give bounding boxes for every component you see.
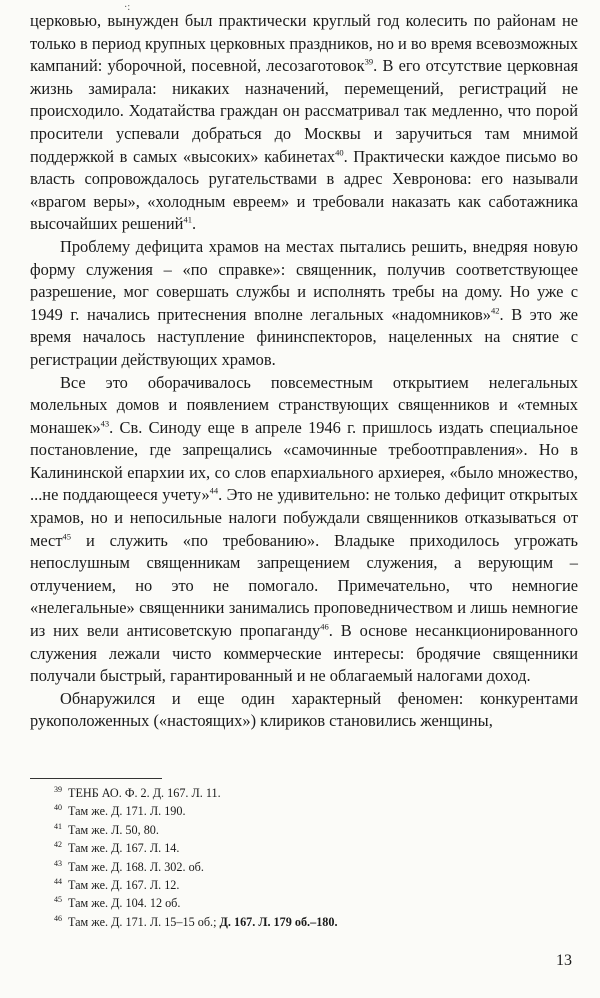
footnote-bold: Д. 167. Л. 179 об.–180.	[219, 914, 338, 929]
footnote-plain: Там же. Д. 167. Л. 14.	[68, 841, 180, 856]
paragraph	[30, 372, 578, 688]
text-run: . В основе несанкционированного служения лежали чисто коммерческие интересы: бродячие священники получали быстрый, гарантированный и не облагаемый налогами доход.	[30, 621, 579, 686]
footnote-number: 45	[54, 895, 62, 905]
footnote-ref: 39	[364, 56, 374, 67]
footnote-text	[68, 821, 159, 839]
paragraph	[30, 236, 578, 372]
main-text	[30, 10, 578, 733]
footnote-plain: ТЕНБ АО. Ф. 2. Д. 167. Л. 11.	[68, 786, 221, 800]
footnote-number: 41	[54, 821, 62, 831]
footnote-ref: 44	[209, 486, 219, 496]
footnote	[54, 802, 574, 820]
footnote-number: 44	[54, 877, 62, 887]
footnote-plain: Там же. Д. 104. 12 об.	[68, 896, 181, 911]
text-run: Все это оборачивалось повсеместным открытием нелегальных молельных домов и появлением странствующих священников и «темных монашек»	[30, 372, 578, 437]
footnote-plain: Там же. Д. 171. Л. 190.	[68, 804, 186, 819]
footnote-text	[68, 894, 180, 912]
footnote	[54, 894, 574, 912]
footnote	[54, 858, 574, 876]
paragraph	[30, 688, 578, 733]
text-run: . Св. Синоду еще в апреле 1946 г. пришлось издать специальное постановление, где запрещались «самочинные требоотправления». Но в Калининской епархии их, со слов епархиального архиерея, «было множество, ...не поддающееся учету»	[30, 417, 578, 505]
footnote	[54, 876, 574, 894]
footnote-text	[68, 876, 179, 894]
text-run: . В это же время началось наступление фининспекторов, нацеленных на снятие с регистрации действующих храмов.	[30, 304, 578, 369]
text-run: . Практически каждое письмо во власть сопровождалось ругательствами в адрес Хевронова: его называли «врагом веры», «холодным евреем» и требовали наказать как саботажника высочайших решений	[30, 146, 578, 234]
footnote-separator	[30, 778, 162, 779]
footnote	[54, 784, 574, 802]
footnote-number: 39	[54, 785, 62, 794]
footnote-ref: 43	[100, 418, 110, 429]
footnote-plain: Там же. Д. 167. Л. 12.	[68, 878, 180, 893]
footnotes	[54, 784, 574, 931]
paragraph	[30, 10, 578, 236]
footnote-ref: 42	[490, 305, 500, 316]
text-run: Проблему дефицита храмов на местах пытались решить, внедряя новую форму служения – «по справке»: священник, получив соответствующее разрешение, мог совершать службы и исполнять требы на дому. Но уже с 1949 г. начались притеснения вполне легальных «надомников»	[30, 236, 578, 324]
footnote-number: 42	[54, 840, 62, 850]
footnote-ref: 45	[62, 531, 71, 542]
text-run: .	[191, 214, 197, 234]
footnote-text	[68, 839, 179, 857]
footnote-ref: 40	[335, 147, 344, 158]
footnote	[54, 913, 574, 931]
footnote	[54, 821, 574, 839]
text-run: Обнаружился и еще один характерный феномен: конкурентами рукоположенных («настоящих») клириков становились женщины,	[30, 688, 578, 731]
text-run: . Это не удивительно: не только дефицит открытых храмов, но и непосильные налоги побуждали священников отказываться от мест	[30, 485, 578, 550]
text-run: . В его отсутствие церковная жизнь замирала: никаких назначений, перемещений, регистраций не происходило. Ходатайства граждан он рассматривал так медленно, что порой просители успевали добраться до Москвы и заручиться там мнимой поддержкой в самых «высоких» кабинетах	[30, 56, 579, 166]
footnote-text	[68, 858, 204, 876]
footnote-number: 46	[54, 913, 62, 923]
footnote-text	[68, 784, 221, 802]
page-number: 13	[556, 952, 572, 969]
footnote-plain: Там же. Д. 171. Л. 15–15 об.;	[68, 914, 220, 929]
footnote-ref: 46	[320, 621, 329, 632]
text-run: церковью, вынужден был практически круглый год колесить по районам не только в период крупных церковных праздников, но и во время всевозможных кампаний: уборочной, посевной, лесозаготовок	[30, 11, 578, 76]
footnote-text	[68, 913, 338, 931]
footnote-number: 40	[54, 803, 62, 813]
footnote	[54, 839, 574, 857]
footnote-text	[68, 802, 186, 820]
text-run: и служить «по требованию». Владыке приходилось угрожать непослушным священникам запрещением служения, а верующим – отлучением, но это не помогало. Примечательно, что немногие «нелегальные» священники занимались проповедничеством и лишь немногие из них вели антисоветскую пропаганду	[30, 530, 578, 641]
footnote-plain: Там же. Л. 50, 80.	[68, 822, 159, 837]
print-speck: ·:	[124, 2, 131, 13]
footnote-plain: Там же. Д. 168. Л. 302. об.	[68, 859, 204, 874]
footnote-number: 43	[54, 858, 62, 868]
footnote-ref: 41	[183, 214, 192, 225]
